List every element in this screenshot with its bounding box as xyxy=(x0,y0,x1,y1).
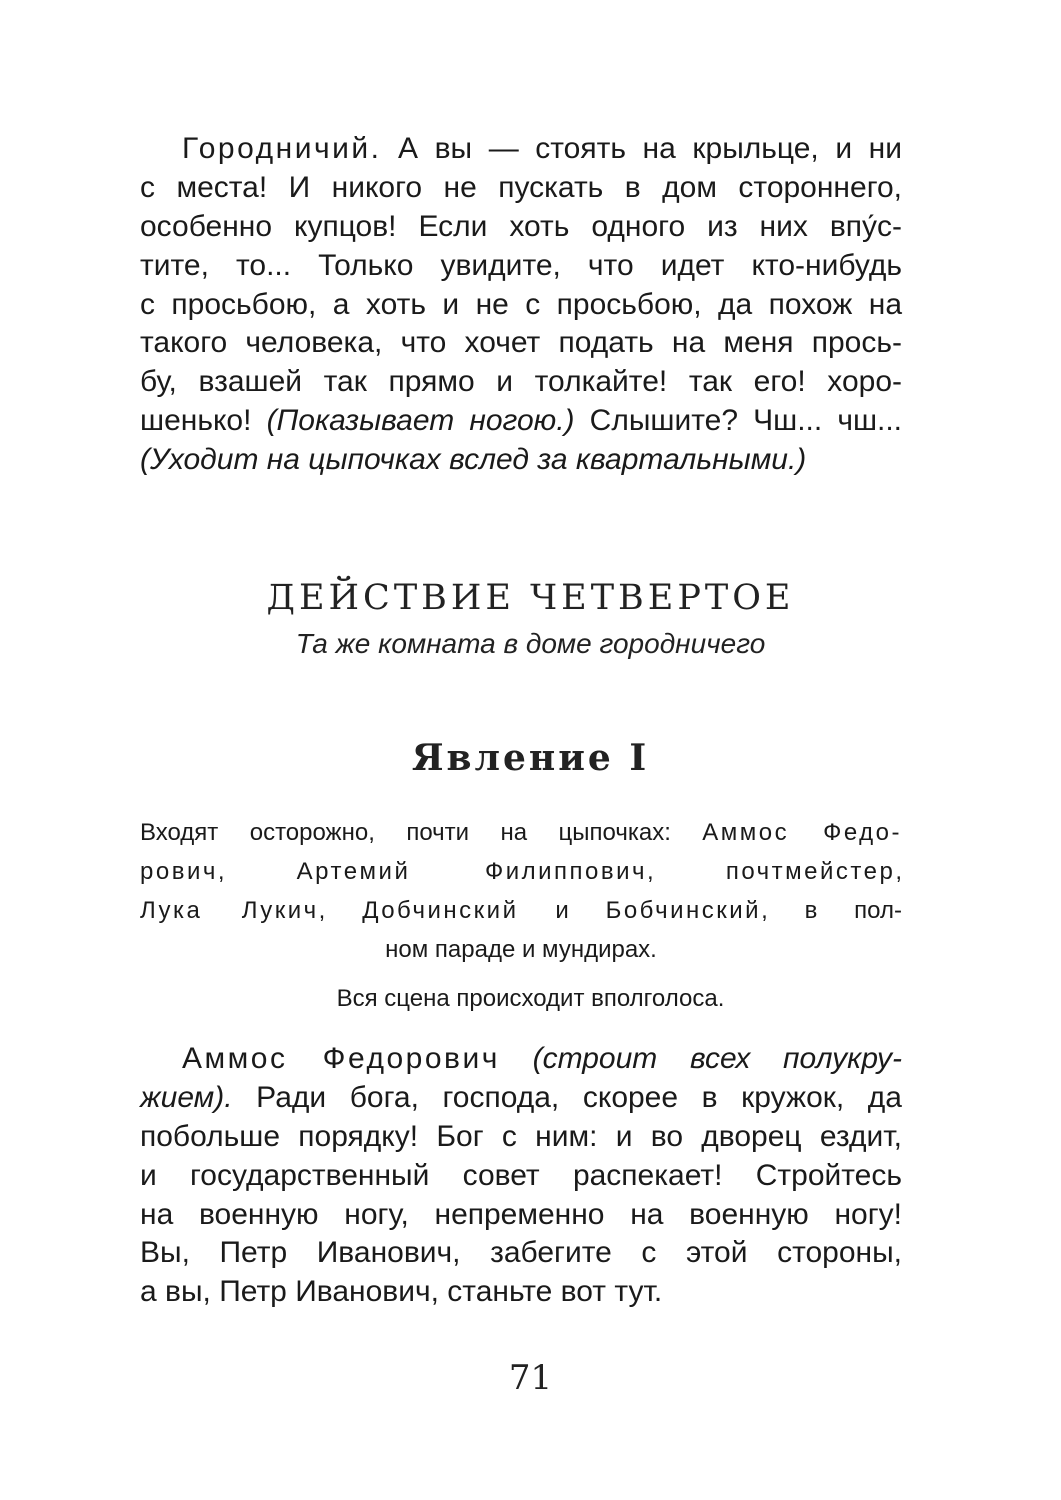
stage-remark: (Показывает ногою.) xyxy=(266,404,575,438)
text-line: с места! И никого не пускать в дом стороннего, xyxy=(140,170,902,204)
stage-remark: (строит всех полукру- xyxy=(499,1042,902,1075)
character-name: Аммос Федо- xyxy=(702,819,902,846)
dialogue-block-ammos xyxy=(140,1040,902,1312)
text-line: Городничий. А вы — стоять на крыльце, и ни xyxy=(182,132,902,165)
text-line: с просьбою, а хоть и не с просьбою, да похож на xyxy=(140,287,902,321)
text-line: рович, Артемий Филиппович, почтмейстер, xyxy=(140,858,902,885)
text-line: шенько! (Показывает ногою.) Слышите? Чш... чш... xyxy=(140,404,903,438)
character-name: почтмейстер xyxy=(725,858,896,885)
character-name: Лука Лукич xyxy=(140,897,319,924)
speaker-name: Городничий. xyxy=(182,132,382,165)
text-line: бу, взашей так прямо и толкайте! так его! хоро- xyxy=(140,365,902,399)
act-title: ДЕЙСТВИЕ ЧЕТВЕРТОЕ xyxy=(266,578,795,618)
text-line: Вы, Петр Иванович, забегите с этой стороны, xyxy=(140,1236,902,1270)
text-line: на военную ногу, непременно на военную ногу! xyxy=(140,1197,902,1231)
text-line: жием). Ради бога, господа, скорее в кружок, да xyxy=(140,1080,902,1114)
page-number: 71 xyxy=(508,1358,553,1398)
text-line: Лука Лукич, Добчинский и Бобчинский, в пол- xyxy=(140,897,902,924)
stage-remark: (Уходит на цыпочках вслед за квартальными.) xyxy=(140,443,807,477)
character-name: Артемий Филиппович xyxy=(296,858,648,885)
act-subtitle: Та же комната в доме городничего xyxy=(295,628,766,659)
character-name: рович xyxy=(140,858,218,885)
text-line: особенно купцов! Если хоть одного из них впу́с- xyxy=(140,209,902,243)
text-line xyxy=(140,1040,902,1079)
text-line: тите, то... Только увидите, что идет кто-нибудь xyxy=(140,248,902,282)
text-line xyxy=(140,441,902,480)
text-line: побольше порядку! Бог с ним: и во дворец ездит, xyxy=(140,1119,902,1153)
scene-title: Явление I xyxy=(411,737,650,779)
character-name: Бобчинский xyxy=(605,897,762,924)
text-line: а вы, Петр Иванович, станьте вот тут. xyxy=(140,1275,663,1309)
text-line: и государственный совет распекает! Стройтесь xyxy=(140,1158,902,1192)
text-line: такого человека, что хочет подать на меня прось- xyxy=(140,326,902,360)
text-line: ном параде и мундирах. xyxy=(385,936,657,963)
text-line: Входят осторожно, почти на цыпочках: Аммос Федо- xyxy=(140,819,902,846)
character-name: Добчинский xyxy=(362,897,519,924)
stage-note: Вся сцена происходит вполголоса. xyxy=(336,985,725,1012)
speaker-name: Аммос Федорович xyxy=(182,1042,500,1075)
stage-remark: жием). xyxy=(140,1080,233,1114)
stage-direction xyxy=(140,813,902,969)
dialogue-block-gorodnichiy xyxy=(140,130,902,480)
